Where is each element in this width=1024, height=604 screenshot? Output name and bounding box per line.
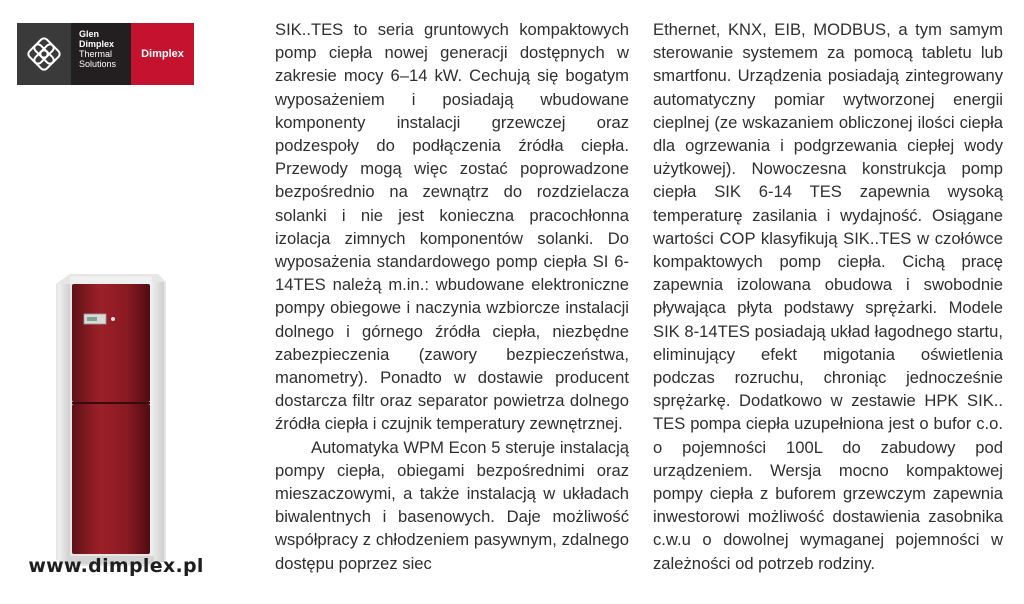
glen-dimplex-emblem-icon — [17, 23, 71, 85]
website-url[interactable]: www.dimplex.pl — [28, 555, 204, 577]
logo-company-line1: Glen — [79, 29, 100, 39]
article-paragraph: Ethernet, KNX, EIB, MODBUS, a tym samym sterowanie systemem za pomocą tabletu lub smartfonu. Urządzenia posiadają zintegrowany automatyczny pomiar wytworzonej energii cieplnej (ze wskazaniem obliczonej ilości ciepła dla ogrzewania i podgrzewania ciepłej wody użytkowej). Nowoczesna konstrukcja pomp ciepła SIK 6-14 TES zapewnia wysoką temperaturę zasilania i wydajność. Osiągane wartości COP klasyfikują SIK..TES w czołówce kompaktowych pomp ciepła. Cichą pracę zapewnia izolowana obudowa i swobodnie pływająca płyta podstawy sprężarki. Modele SIK 8-14TES posiadają układ łagodnego startu, eliminujący efekt migotania oświetlenia podczas rozruchu, chroniąc jednocześnie sprężarkę. Dodatkowo w zestawie HPK SIK.. TES pompa ciepła uzupełniona jest o bufor c.o. o pojemności 100L do zabudowy pod urządzeniem. Wersja mocno kompaktowej pompy ciepła z buforem grzewczym zapewnia inwestorowi możliwość dostawienia zasobnika c.w.u o dowolnej wymaganej pojemności w zależności od potrzeb rodziny. — [653, 20, 1003, 573]
article-column-1 — [275, 18, 629, 575]
article-paragraph: Automatyka WPM Econ 5 steruje instalacją pompy ciepła, obiegami bezpośrednimi oraz mieszaczowymi, a także instalacją w układach biwalentnych i basenowych. Daje możliwość współpracy z chłodzeniem pasywnym, zdalnego dostępu poprzez siec — [275, 437, 629, 573]
logo-company-name — [71, 23, 131, 85]
article-paragraph: SIK..TES to seria gruntowych kompaktowych pomp ciepła nowej generacji dostępnych w zakresie mocy 6–14 kW. Cechują się bogatym wyposażeniem i posiadają wbudowane komponenty instalacji grzewczej oraz podzespoły do podłączenia źródła ciepła. Przewody mogą więc zostać poprowadzone bezpośrednio na zewnątrz do rozdzielacza solanki i nie jest konieczna pracochłonna izolacja zimnych komponentów solanki. Do wyposażenia standardowego pomp ciepła SI 6-14TES należą m.in.: wbudowane elektroniczne pompy obiegowe i naczynia wzbiorcze instalacji dolnego i górnego źródła ciepła, niezbędne zabezpieczenia (zawory bezpieczeństwa, manometry). Ponadto w dostawie producent dostarcza filtr oraz separator powietrza dolnego źródła ciepła i czujnik temperatury zewnętrznej. — [275, 20, 629, 434]
logo-company-line4: Solutions — [79, 59, 117, 69]
article-column-2 — [653, 18, 1003, 575]
logo-company-line2: Dimplex — [79, 39, 115, 49]
heat-pump-image — [54, 270, 168, 568]
logo-company-line3: Thermal — [79, 49, 113, 59]
brand-logo — [17, 23, 194, 85]
logo-brand-name: Dimplex — [131, 23, 194, 85]
